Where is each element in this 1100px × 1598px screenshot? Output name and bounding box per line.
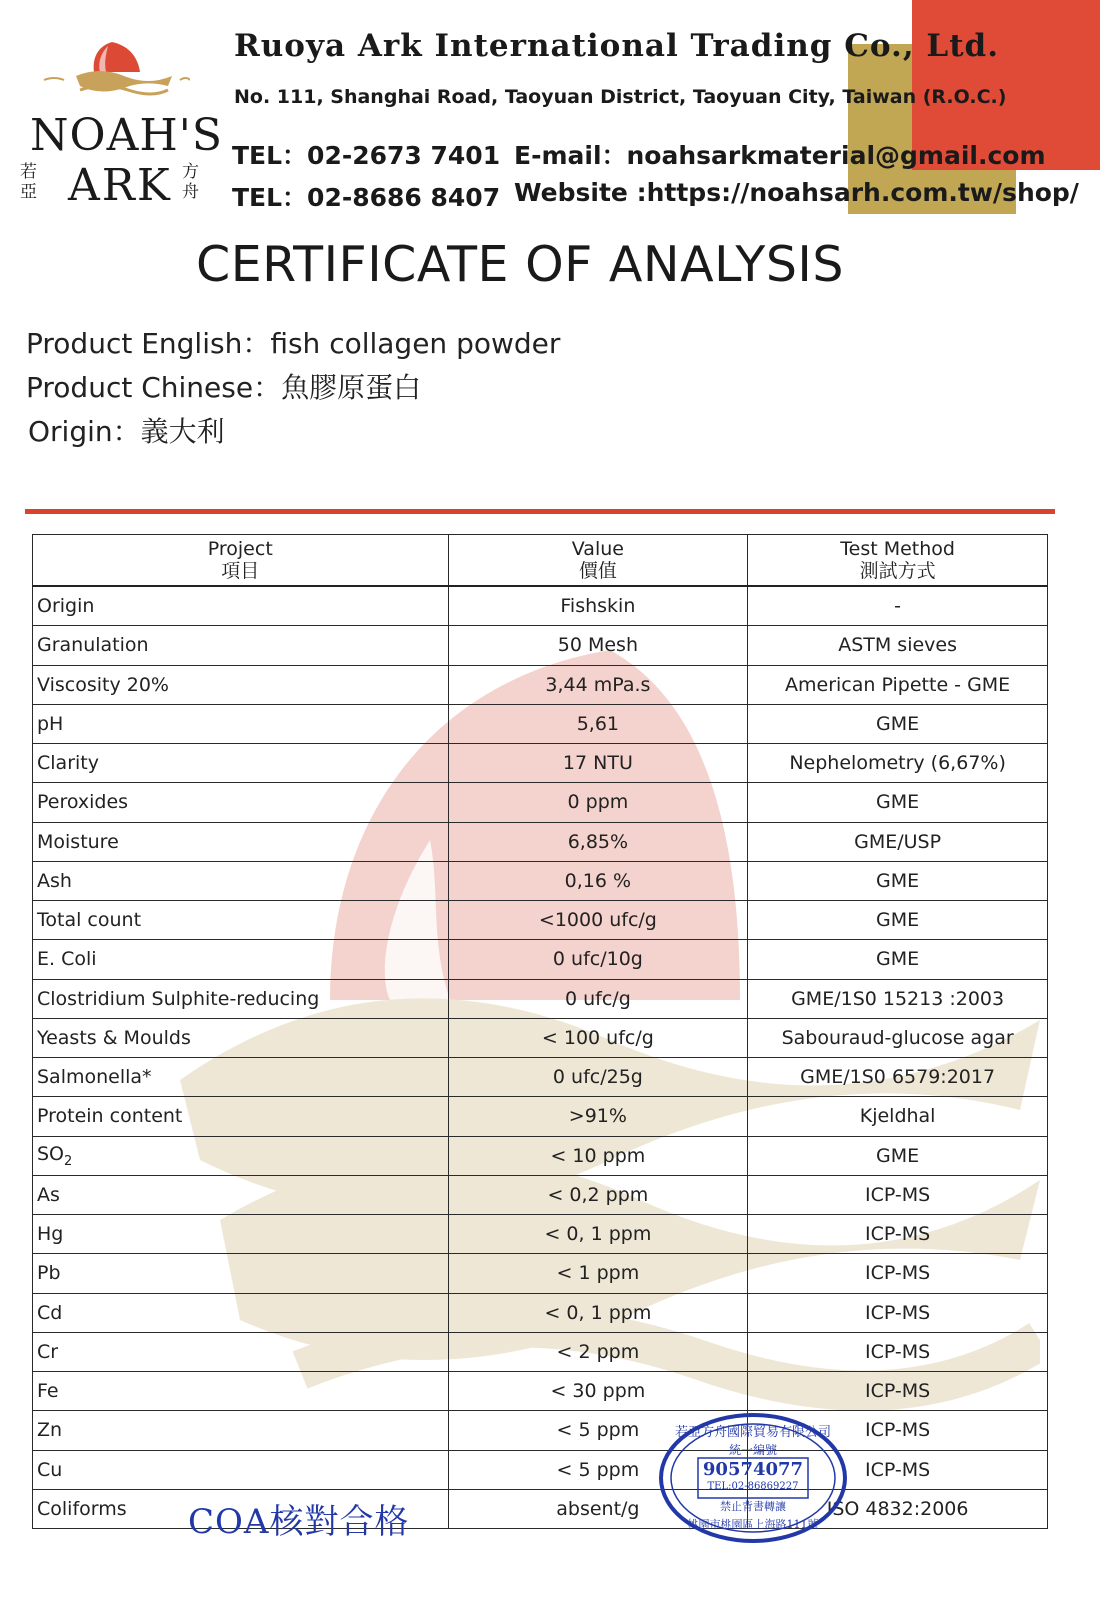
table-row xyxy=(33,1175,1048,1214)
header-project-en: Project xyxy=(207,538,273,560)
product-origin: Origin：義大利 xyxy=(28,415,225,448)
cell-test-method: GME/1S0 15213 :2003 xyxy=(748,979,1048,1018)
cell-test-method: GME xyxy=(748,861,1048,900)
table-row xyxy=(33,1058,1048,1097)
cell-project xyxy=(33,1018,449,1057)
seal-number: 90574077 xyxy=(702,1459,804,1480)
email-address: E-mail：noahsarkmaterial@gmail.com xyxy=(514,141,1046,170)
project-subscript: 2 xyxy=(64,1153,73,1169)
header-method-zh: 測試方式 xyxy=(859,560,936,582)
cell-project xyxy=(33,1215,449,1254)
cell-value: 5,61 xyxy=(448,704,748,743)
project-text: Peroxides xyxy=(37,791,129,814)
logo-wordmark-line2: ARK xyxy=(68,160,172,211)
analysis-table-body xyxy=(33,586,1048,1529)
cell-project xyxy=(33,1372,449,1411)
table-row xyxy=(33,1097,1048,1136)
cell-test-method: GME xyxy=(748,940,1048,979)
cell-value: < 0,2 ppm xyxy=(448,1175,748,1214)
cell-value: 0 ufc/25g xyxy=(448,1058,748,1097)
header-test-method xyxy=(748,535,1048,587)
header-project-zh: 項目 xyxy=(221,560,260,582)
project-text: E. Coli xyxy=(37,948,97,971)
project-text: SO xyxy=(37,1142,65,1165)
project-text: Granulation xyxy=(37,634,149,657)
seal-tel: TEL:02-86869227 xyxy=(707,1481,799,1492)
cell-project xyxy=(33,1411,449,1450)
project-text: Total count xyxy=(37,909,142,932)
cell-test-method: ASTM sieves xyxy=(748,626,1048,665)
table-row xyxy=(33,1293,1048,1332)
cell-project xyxy=(33,1175,449,1214)
tel-primary: TEL：02-2673 7401 xyxy=(232,141,501,170)
company-logo xyxy=(20,36,223,216)
cell-test-method: Sabouraud-glucose agar xyxy=(748,1018,1048,1057)
project-text: Clostridium Sulphite-reducing xyxy=(37,987,320,1010)
project-text: Coliforms xyxy=(37,1497,127,1520)
company-address: No. 111, Shanghai Road, Taoyuan District, Taoyuan City, Taiwan (R.O.C.) xyxy=(234,86,1007,108)
cell-value: absent/g xyxy=(448,1489,748,1528)
cell-project xyxy=(33,1293,449,1332)
project-text: Viscosity 20% xyxy=(37,673,169,696)
section-divider xyxy=(25,509,1055,514)
cell-value: < 0, 1 ppm xyxy=(448,1215,748,1254)
header-method-en: Test Method xyxy=(840,538,955,560)
table-row xyxy=(33,744,1048,783)
cell-value: < 5 ppm xyxy=(448,1411,748,1450)
cell-value: < 10 ppm xyxy=(448,1136,748,1175)
cell-test-method: GME xyxy=(748,1136,1048,1175)
project-text: Pb xyxy=(37,1262,61,1285)
project-text: Cd xyxy=(37,1301,63,1324)
cell-test-method: ICP-MS xyxy=(748,1372,1048,1411)
cell-test-method: ICP-MS xyxy=(748,1293,1048,1332)
cell-value: >91% xyxy=(448,1097,748,1136)
cell-test-method: American Pipette - GME xyxy=(748,665,1048,704)
project-text: Salmonella* xyxy=(37,1066,152,1089)
cell-test-method: ICP-MS xyxy=(748,1215,1048,1254)
cell-test-method: Nephelometry (6,67%) xyxy=(748,744,1048,783)
cell-project xyxy=(33,1097,449,1136)
table-row xyxy=(33,1372,1048,1411)
cell-test-method: GME xyxy=(748,704,1048,743)
seal-company-text: 若亞方舟國際貿易有限公司 xyxy=(674,1425,832,1440)
table-row xyxy=(33,704,1048,743)
table-row xyxy=(33,901,1048,940)
header-value-en: Value xyxy=(571,538,624,560)
cell-test-method: Kjeldhal xyxy=(748,1097,1048,1136)
header-project xyxy=(33,535,449,587)
cell-project xyxy=(33,1136,449,1175)
cell-value: 0,16 % xyxy=(448,861,748,900)
cell-project xyxy=(33,1332,449,1371)
cell-project xyxy=(33,744,449,783)
table-row xyxy=(33,1332,1048,1371)
cell-test-method: ICP-MS xyxy=(748,1450,1048,1489)
logo-wordmark-line1: NOAH'S xyxy=(30,110,223,161)
cell-project xyxy=(33,783,449,822)
logo-cjk-left: 若亞 xyxy=(20,162,37,202)
cell-test-method: ICP-MS xyxy=(748,1332,1048,1371)
table-row xyxy=(33,1136,1048,1175)
cell-value: < 0, 1 ppm xyxy=(448,1293,748,1332)
logo-cjk-right: 方舟 xyxy=(182,162,199,202)
cell-test-method: GME xyxy=(748,901,1048,940)
table-row xyxy=(33,626,1048,665)
project-text: Clarity xyxy=(37,752,99,775)
cell-value: < 100 ufc/g xyxy=(448,1018,748,1057)
project-text: Fe xyxy=(37,1380,59,1403)
table-row xyxy=(33,783,1048,822)
table-row xyxy=(33,1450,1048,1489)
project-text: Cu xyxy=(37,1458,63,1481)
cell-value: < 1 ppm xyxy=(448,1254,748,1293)
cell-project xyxy=(33,586,449,626)
cell-test-method: ISO 4832:2006 xyxy=(748,1489,1048,1528)
table-row xyxy=(33,1411,1048,1450)
table-row xyxy=(33,1215,1048,1254)
cell-project xyxy=(33,1058,449,1097)
table-row xyxy=(33,822,1048,861)
project-text: pH xyxy=(37,712,64,735)
cell-project xyxy=(33,704,449,743)
cell-value: < 2 ppm xyxy=(448,1332,748,1371)
cell-value: 0 ppm xyxy=(448,783,748,822)
website-url: Website :https://noahsarh.com.tw/shop/ xyxy=(514,178,1079,207)
table-row xyxy=(33,861,1048,900)
seal-address: 桃園市桃園區上海路111號 xyxy=(687,1518,819,1531)
cell-project xyxy=(33,901,449,940)
cell-value: < 30 ppm xyxy=(448,1372,748,1411)
cell-value: Fishskin xyxy=(448,586,748,626)
cell-project xyxy=(33,1254,449,1293)
cell-test-method: ICP-MS xyxy=(748,1254,1048,1293)
product-english: Product English：fish collagen powder xyxy=(26,327,561,360)
project-text: Ash xyxy=(37,869,72,892)
seal-label: 統一編號 xyxy=(728,1443,778,1457)
project-text: As xyxy=(37,1183,60,1206)
cell-test-method: GME xyxy=(748,783,1048,822)
seal-note: 禁止背書轉讓 xyxy=(720,1500,786,1513)
cell-project xyxy=(33,979,449,1018)
table-row xyxy=(33,1018,1048,1057)
cell-project xyxy=(33,626,449,665)
table-row xyxy=(33,665,1048,704)
table-row xyxy=(33,940,1048,979)
table-row xyxy=(33,586,1048,626)
table-row xyxy=(33,979,1048,1018)
company-name: Ruoya Ark International Trading Co., Ltd. xyxy=(234,28,999,64)
cell-test-method: GME/1S0 6579:2017 xyxy=(748,1058,1048,1097)
cell-test-method: ICP-MS xyxy=(748,1411,1048,1450)
cell-value: 0 ufc/10g xyxy=(448,940,748,979)
cell-value: 6,85% xyxy=(448,822,748,861)
cell-project xyxy=(33,1450,449,1489)
cell-project xyxy=(33,861,449,900)
analysis-table xyxy=(32,534,1048,1529)
project-text: Hg xyxy=(37,1223,64,1246)
cell-value: 50 Mesh xyxy=(448,626,748,665)
tel-secondary: TEL：02-8686 8407 xyxy=(232,183,501,212)
cell-project xyxy=(33,940,449,979)
cell-test-method: ICP-MS xyxy=(748,1175,1048,1214)
project-text: Zn xyxy=(37,1419,63,1442)
document-title: CERTIFICATE OF ANALYSIS xyxy=(196,236,844,293)
project-text: Moisture xyxy=(37,830,119,853)
table-row xyxy=(33,1489,1048,1528)
table-row xyxy=(33,1254,1048,1293)
cell-test-method: - xyxy=(748,586,1048,626)
cell-value: 17 NTU xyxy=(448,744,748,783)
header-value-zh: 價值 xyxy=(578,560,617,582)
project-text: Yeasts & Moulds xyxy=(37,1026,191,1049)
product-chinese: Product Chinese：魚膠原蛋白 xyxy=(26,371,422,404)
ark-emblem-icon xyxy=(40,36,190,106)
project-text: Protein content xyxy=(37,1105,183,1128)
cell-value: 0 ufc/g xyxy=(448,979,748,1018)
project-text: Cr xyxy=(37,1340,59,1363)
cell-project xyxy=(33,822,449,861)
company-seal-stamp xyxy=(658,1412,848,1544)
table-header-row xyxy=(33,535,1048,587)
cell-project xyxy=(33,665,449,704)
cell-value: 3,44 mPa.s xyxy=(448,665,748,704)
header-value xyxy=(448,535,748,587)
cell-value: <1000 ufc/g xyxy=(448,901,748,940)
verification-handwritten-note: COA核對合格 xyxy=(188,1502,410,1542)
cell-value: < 5 ppm xyxy=(448,1450,748,1489)
cell-test-method: GME/USP xyxy=(748,822,1048,861)
project-text: Origin xyxy=(37,595,95,618)
